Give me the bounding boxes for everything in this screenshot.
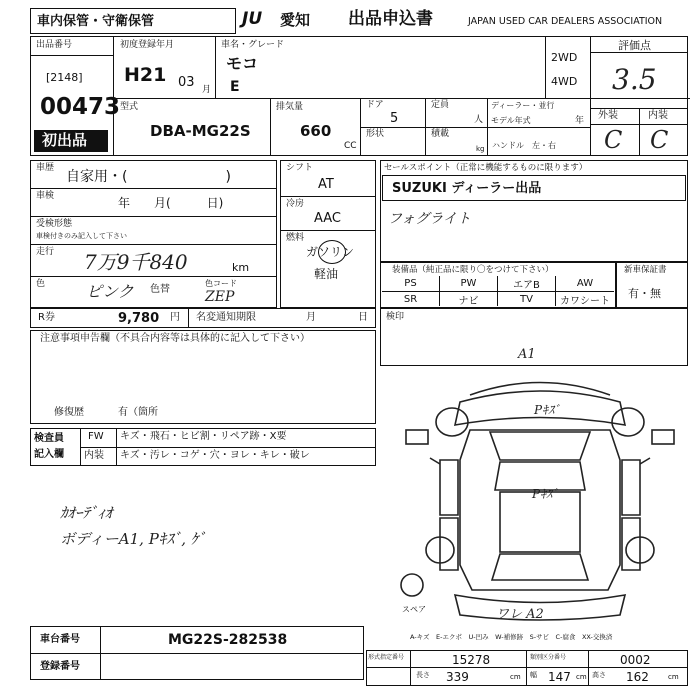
rating-label: 評価点	[618, 39, 651, 52]
displacement-unit: CC	[344, 141, 357, 151]
notes-label: 注意事項申告欄（不具合内容等は具体的に記入して下さい）	[40, 333, 310, 344]
ju-logo-text: JU	[242, 9, 263, 29]
equipment-item: ナビ	[440, 291, 498, 306]
model-code-label: 形式指定番号	[368, 654, 405, 661]
equipment-item: PS	[382, 276, 440, 291]
lot-bracket-number: [2148]	[46, 71, 83, 84]
storage-label: 車内保管・守衛保管	[37, 14, 155, 29]
height-unit: cm	[668, 673, 679, 681]
interior-row-label: 内装	[84, 450, 104, 461]
shift-value: AT	[318, 177, 334, 192]
handwritten-note-1: ｶｵｰﾃﾞｨｵ	[60, 504, 113, 522]
sales-point-line1: SUZUKI ディーラー出品	[392, 181, 542, 196]
name-change-day-unit: 日	[358, 312, 368, 323]
damage-legend: A-キズ E-エクボ U-凹み W-補修跡 S-サビ C-腐食 XX-交換済	[410, 633, 613, 641]
model-grade: E	[230, 79, 240, 95]
diagram-bottom-note: ワレ A2	[496, 607, 544, 622]
chassis-label: 車台番号	[40, 634, 80, 645]
sales-point-label: セールスポイント（正常に機能するものに限ります）	[384, 163, 588, 173]
inspection-label: 車検	[36, 191, 55, 201]
fuel-gasoline-circle	[318, 240, 346, 264]
form-title: 出品申込書	[348, 9, 433, 29]
interior-label: 内装	[648, 110, 668, 121]
chassis-value: MG22S-282538	[168, 632, 288, 648]
model-code-value: 15278	[452, 653, 491, 667]
org-name: 愛知	[280, 11, 311, 29]
lot-number: 00473	[40, 94, 121, 120]
first-listing-badge: 初出品	[34, 130, 108, 152]
registration-month-unit: 月	[202, 85, 212, 95]
diagram-mark-p-front: Pｷｽﾞ	[534, 403, 561, 417]
spare-label: スペア	[402, 605, 426, 614]
inspection-mark-label: 検印	[386, 312, 405, 322]
name-change-label: 名変通知期限	[196, 312, 256, 323]
height-value: 162	[626, 670, 649, 684]
history-label: 車歴	[36, 163, 55, 173]
capacity-unit: 人	[474, 115, 484, 125]
rating-score: 3.5	[612, 63, 657, 96]
model-name: モコ	[226, 54, 259, 73]
door-label: ドア	[366, 100, 384, 110]
color-label: 色	[36, 279, 46, 289]
warranty-value: 有・無	[628, 287, 661, 300]
history-value: 自家用・( )	[66, 169, 231, 185]
ju-logo	[240, 10, 276, 30]
model-label: 車名・グレード	[221, 40, 285, 50]
fw-label: FW	[88, 431, 104, 442]
sales-point-note: フォグライト	[388, 211, 471, 227]
displacement-value: 660	[300, 122, 332, 140]
equipment-item: PW	[440, 276, 498, 291]
color-change-label: 色替	[150, 284, 170, 295]
registration-label: 初度登録年月	[120, 40, 175, 50]
equipment-item: AW	[576, 278, 594, 289]
exterior-grade: C	[604, 126, 623, 154]
length-label: 長さ	[416, 671, 430, 679]
recycle-unit: 円	[170, 312, 180, 323]
displacement-label: 排気量	[276, 102, 304, 112]
shift-label: シフト	[286, 163, 314, 173]
mileage-form-note: 車検付きのみ記入して下さい	[36, 232, 127, 240]
run-value: 7万9千840	[84, 250, 188, 274]
exterior-label: 外装	[598, 110, 618, 121]
diagram-mark-a1-top: A1	[518, 347, 536, 362]
width-unit: cm	[576, 673, 587, 681]
equipment-item: TV	[498, 291, 556, 306]
inspector-entry-label: 記入欄	[34, 449, 64, 460]
equipment-item: エアB	[498, 276, 556, 291]
shape-label: 形状	[366, 129, 385, 139]
handwritten-note-2: ボディーA1, Pｷｽﾞ, ｹﾞ	[60, 530, 206, 548]
load-label: 積載	[431, 129, 450, 139]
recycle-label: R券	[38, 312, 55, 323]
width-label: 幅	[530, 671, 537, 679]
ac-value: AAC	[314, 211, 341, 226]
drive-2wd: 2WD	[551, 51, 578, 64]
assoc-name: JAPAN USED CAR DEALERS ASSOCIATION	[468, 16, 663, 27]
registration-month: 03	[178, 75, 195, 90]
equipment-item: SR	[382, 291, 440, 306]
model-year-label: モデル年式	[491, 116, 531, 125]
repair-label: 修復歴	[54, 407, 84, 418]
color-code-label: 色コード	[205, 279, 237, 288]
drive-4wd: 4WD	[551, 75, 578, 88]
dealer-label: ディーラー・並行	[491, 101, 555, 110]
mileage-form-label: 受検形態	[36, 219, 73, 229]
type-label: 型式	[120, 102, 139, 112]
warranty-label: 新車保証書	[624, 265, 667, 275]
ac-label: 冷房	[286, 199, 305, 209]
type-value: DBA-MG22S	[150, 122, 251, 140]
category-code-value: 0002	[620, 653, 651, 667]
recycle-value: 9,780	[118, 311, 160, 326]
registration-number-label: 登録番号	[40, 661, 80, 672]
color-value: ピンク	[86, 282, 134, 301]
interior-grade: C	[650, 126, 669, 154]
fw-items: キズ・飛石・ヒビ割・リペア跡・X要	[120, 431, 287, 442]
load-unit: kg	[476, 145, 485, 153]
color-code-value: ZEP	[205, 289, 235, 305]
length-unit: cm	[510, 673, 521, 681]
handle-label: ハンドル 左・右	[492, 141, 556, 150]
category-code-label: 類別区分番号	[530, 654, 567, 661]
inspection-value: 年 月( 日)	[118, 196, 224, 210]
door-value: 5	[390, 111, 399, 126]
height-label: 高さ	[592, 671, 606, 679]
storage-label-box	[30, 8, 236, 34]
capacity-label: 定員	[431, 100, 450, 110]
inspector-label: 検査員	[34, 433, 64, 444]
registration-era-year: H21	[124, 64, 167, 86]
repair-value: 有（箇所	[118, 407, 158, 418]
equipment-item: カワシート	[556, 291, 614, 306]
name-change-month-unit: 月	[306, 312, 316, 323]
diagram-mark-p-body: Pｷｽﾞ	[532, 487, 559, 501]
fuel-gasoline: ガソリン	[306, 245, 355, 259]
fuel-light-oil: 軽油	[314, 267, 339, 281]
run-label: 走行	[36, 247, 55, 257]
run-unit: km	[232, 261, 250, 274]
fuel-label: 燃料	[286, 233, 305, 243]
equipment-grid	[382, 276, 614, 306]
equipment-label: 装備品（純正品に限り〇をつけて下さい）	[392, 265, 554, 275]
lot-label: 出品番号	[36, 40, 73, 50]
interior-items: キズ・汚レ・コゲ・穴・ヨレ・キレ・破レ	[120, 450, 310, 461]
model-year-unit: 年	[575, 116, 585, 126]
length-value: 339	[446, 670, 469, 684]
width-value: 147	[548, 670, 571, 684]
